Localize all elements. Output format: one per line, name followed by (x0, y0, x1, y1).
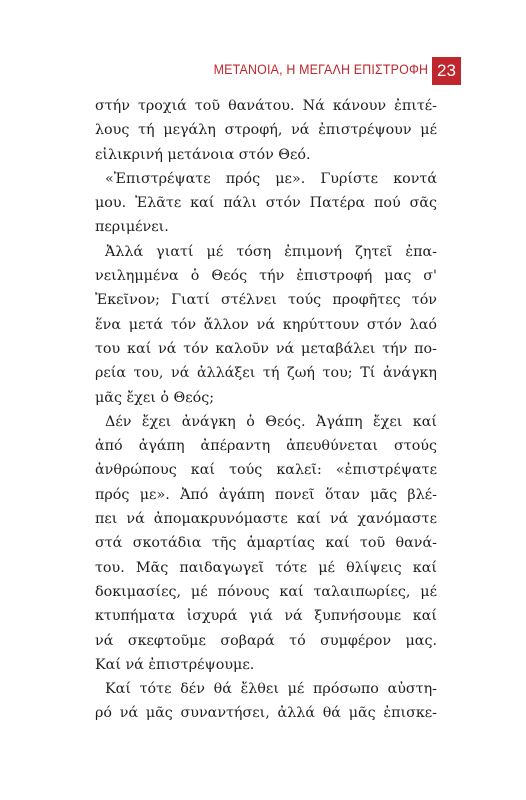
text-line: ρεία του, νά ἀλλάξει τή ζωή του; Τί ἀνάγκη (95, 365, 437, 382)
body-text (95, 94, 437, 726)
text-line: μου. Ἐλᾶτε καί πάλι στόν Πατέρα πού σᾶς (95, 195, 437, 212)
text-line: λους τή μεγάλη στροφή, νά ἐπιστρέψουν μέ (95, 122, 437, 139)
page-number: 23 (432, 57, 461, 85)
text-line: νά σκεφτοῦμε σοβαρά τό συμφέρον μας. (95, 632, 437, 649)
text-line: Καί τότε δέν θά ἔλθει μέ πρόσωπο αὐστη- (105, 681, 437, 698)
text-line: του. Μᾶς παιδαγωγεῖ τότε μέ θλίψεις καί (95, 559, 437, 576)
text-line: ἀνθρώπους καί τούς καλεῖ: «ἐπιστρέψατε (95, 462, 437, 479)
text-line: ἕνα μετά τόν ἄλλον νά κηρύττουν στόν λαό (95, 316, 437, 333)
text-line: πρός με». Ἀπό ἀγάπη πονεῖ ὅταν μᾶς βλέ- (95, 486, 437, 503)
running-title: ΜΕΤΑΝΟΙΑ, Η ΜΕΓΑΛΗ ΕΠΙΣΤΡΟΦΗ (213, 62, 428, 77)
text-line: Καί νά ἐπιστρέψουμε. (95, 656, 255, 673)
page-header (0, 57, 526, 85)
text-line: δοκιμασίες, μέ πόνους καί ταλαιπωρίες, μέ (95, 583, 437, 600)
text-line: «Ἐπιστρέψατε πρός με». Γυρίστε κοντά (105, 170, 437, 187)
text-line: ρό νά μᾶς συναντήσει, ἀλλά θά μᾶς ἐπισκε- (95, 705, 437, 722)
text-line: πει νά ἀπομακρυνόμαστε καί νά χανόμαστε (95, 511, 437, 528)
text-line: Ἐκεῖνον; Γιατί στέλνει τούς προφῆτες τόν (95, 292, 437, 309)
text-line: Ἀλλά γιατί μέ τόση ἐπιμονή ζητεῖ ἐπα- (105, 243, 437, 260)
text-line: κτυπήματα ἰσχυρά γιά νά ξυπνήσουμε καί (95, 608, 437, 625)
text-line: στά σκοτάδια τῆς ἁμαρτίας καί τοῦ θανά- (95, 535, 437, 552)
text-line: του καί νά τόν καλοῦν νά μεταβάλει τήν πο- (95, 340, 437, 357)
text-line: νειλημμένα ὁ Θεός τήν ἐπιστροφή μας σ' (95, 268, 437, 285)
text-line: μᾶς ἔχει ὁ Θεός; (95, 389, 215, 406)
text-line: εἰλικρινή μετάνοια στόν Θεό. (95, 146, 311, 163)
text-line: Δέν ἔχει ἀνάγκη ὁ Θεός. Ἀγάπη ἔχει καί (105, 413, 437, 430)
text-line: στήν τροχιά τοῦ θανάτου. Νά κάνουν ἐπιτέ- (95, 98, 437, 114)
text-line: ἀπό ἀγάπη ἀπέραντη ἀπευθύνεται στούς (95, 438, 437, 455)
text-line: περιμένει. (95, 219, 169, 236)
